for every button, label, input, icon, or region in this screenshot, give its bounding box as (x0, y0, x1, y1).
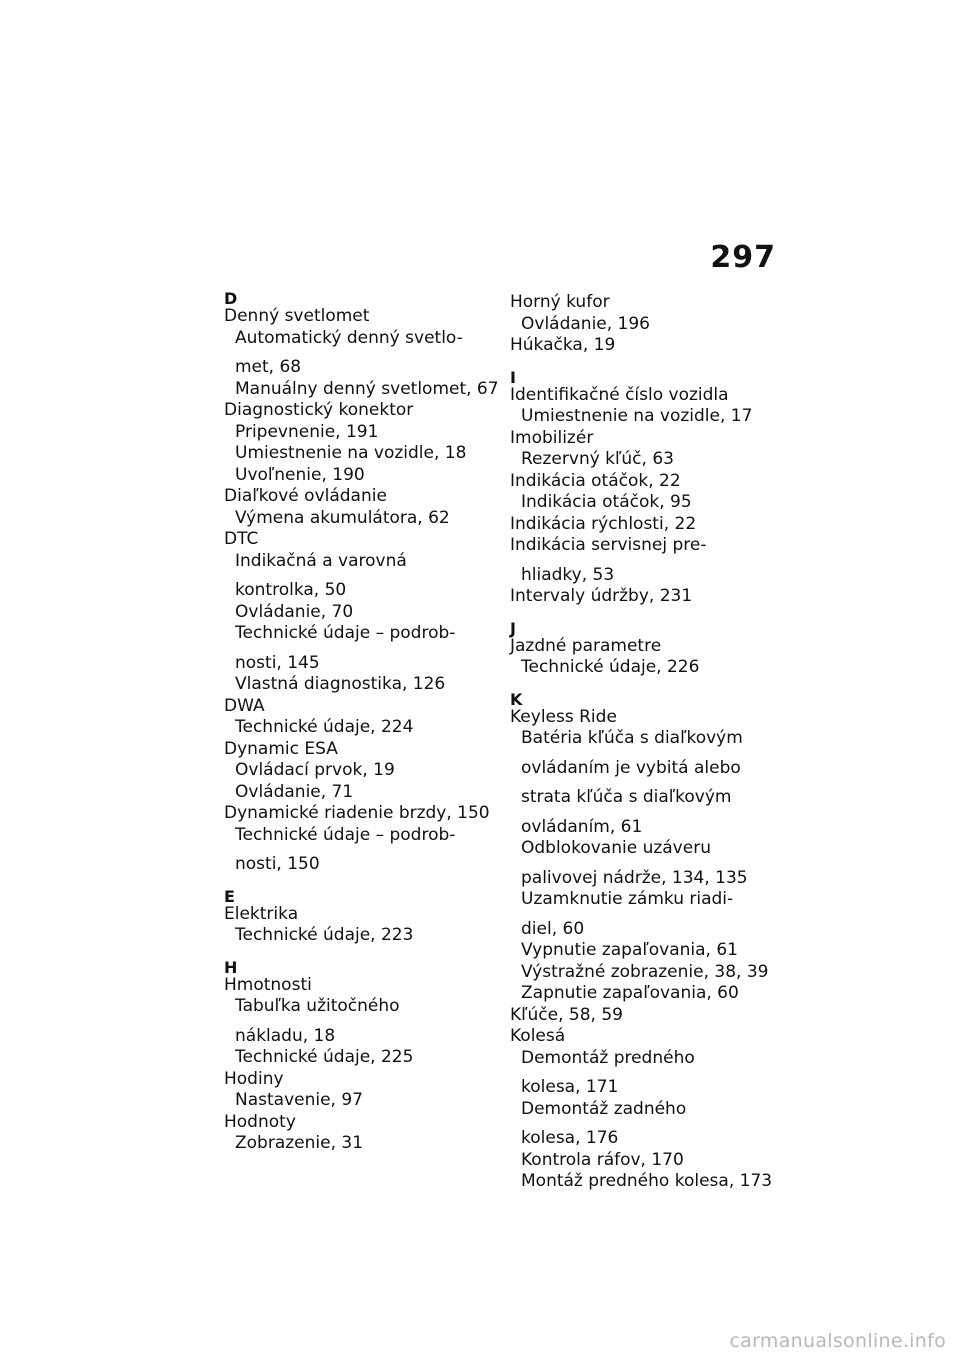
index-subentry: Uzamknutie zámku riadi- (521, 889, 734, 909)
index-entry: Denný svetlomet (224, 306, 370, 326)
index-section (510, 689, 795, 1193)
index-subentry: Vypnutie zapaľovania, 61 (521, 940, 738, 960)
watermark: carmanualsonline.info (729, 1330, 946, 1352)
index-subentry-continuation: met, 68 (235, 357, 302, 377)
index-entry: Hmotnosti (224, 974, 312, 995)
index-subentry: Nastavenie, 97 (235, 1090, 363, 1110)
index-section (510, 367, 795, 608)
index-entry: Imobilizér (510, 427, 594, 448)
index-subentry: Technické údaje, 224 (235, 717, 414, 737)
index-entry: Húkačka, 19 (510, 335, 616, 355)
section-letter: E (224, 886, 235, 906)
index-entry: Diaľkové ovládanie (224, 486, 387, 506)
index-entry: Identifikačné číslo vozidla (510, 384, 729, 405)
index-section (510, 292, 795, 357)
index-subentry: Technické údaje, 226 (521, 657, 700, 677)
index-subentry: Montáž predného kolesa, 173 (521, 1171, 773, 1191)
index-subentry-continuation: ovládaním, 61 (521, 816, 643, 837)
index-subentry: Technické údaje – podrob- (235, 623, 456, 643)
index-subentry-continuation: ovládaním je vybitá alebo (521, 757, 741, 778)
index-subentry: Ovládanie, 70 (235, 601, 354, 622)
index-subentry: Umiestnenie na vozidle, 18 (235, 443, 467, 463)
index-subentry: Demontáž zadného (521, 1098, 687, 1119)
index-entry: DWA (224, 695, 265, 716)
index-subentry-continuation: nosti, 145 (235, 652, 320, 673)
section-letter: I (510, 367, 516, 387)
index-entry: Hodiny (224, 1068, 284, 1089)
index-subentry-continuation: nákladu, 18 (235, 1025, 336, 1046)
index-entry: DTC (224, 529, 259, 549)
index-entry: Keyless Ride (510, 706, 617, 727)
index-subentry: Rezervný kľúč, 63 (521, 449, 674, 469)
index-subentry: Batéria kľúča s diaľkovým (521, 728, 743, 748)
section-letter: H (224, 957, 238, 977)
index-entry: Jazdné parametre (510, 635, 662, 656)
index-subentry-continuation: hliadky, 53 (521, 564, 615, 585)
index-entry: Hodnoty (224, 1111, 296, 1132)
index-subentry: Technické údaje, 225 (235, 1047, 414, 1067)
index-subentry-continuation: kontrolka, 50 (235, 580, 347, 600)
index-subentry: Ovládanie, 71 (235, 781, 354, 802)
index-subentry: Uvoľnenie, 190 (235, 464, 365, 485)
index-subentry: Zobrazenie, 31 (235, 1133, 364, 1153)
page-number: 297 (710, 240, 776, 275)
index-subentry: Automatický denný svetlo- (235, 327, 463, 348)
index-subentry: Technické údaje, 223 (235, 925, 414, 945)
index-subentry: Indikácia otáčok, 95 (521, 492, 692, 512)
index-subentry: Kontrola ráfov, 170 (521, 1149, 684, 1170)
index-subentry: Výstražné zobrazenie, 38, 39 (521, 961, 769, 982)
index-subentry: Manuálny denný svetlomet, 67 (235, 378, 499, 399)
index-subentry: Tabuľka užitočného (235, 996, 400, 1016)
index-subentry: Demontáž predného (521, 1047, 695, 1068)
index-subentry: Umiestnenie na vozidle, 17 (521, 406, 753, 426)
index-subentry-continuation: palivovej nádrže, 134, 135 (521, 867, 748, 888)
section-letter: D (224, 289, 238, 308)
index-section (224, 957, 509, 1155)
index-subentry: Ovládací prvok, 19 (235, 760, 395, 780)
index-entry: Elektrika (224, 903, 299, 924)
index-entry: Kľúče, 58, 59 (510, 1004, 623, 1025)
index-subentry: Odblokovanie uzáveru (521, 838, 711, 858)
index-subentry-continuation: diel, 60 (521, 918, 585, 939)
index-column-right (510, 292, 795, 1207)
index-entry: Indikácia otáčok, 22 (510, 470, 681, 491)
index-subentry: Vlastná diagnostika, 126 (235, 674, 446, 694)
index-subentry-continuation: kolesa, 171 (521, 1077, 619, 1097)
index-entry: Indikácia servisnej pre- (510, 535, 707, 555)
section-letter: J (510, 618, 516, 638)
index-subentry: Zapnutie zapaľovania, 60 (521, 983, 739, 1003)
index-entry: Indikácia rýchlosti, 22 (510, 513, 697, 534)
index-subentry-continuation: strata kľúča s diaľkovým (521, 787, 732, 807)
index-subentry-continuation: kolesa, 176 (521, 1128, 619, 1148)
index-subentry: Indikačná a varovná (235, 550, 407, 571)
index-subentry-continuation: nosti, 150 (235, 854, 320, 874)
index-entry: Diagnostický konektor (224, 400, 414, 420)
index-entry: Horný kufor (510, 292, 610, 312)
index-subentry: Technické údaje – podrob- (235, 824, 456, 845)
index-subentry: Pripevnenie, 191 (235, 421, 379, 442)
index-section (224, 289, 509, 876)
index-entry: Dynamic ESA (224, 738, 338, 759)
index-entry: Dynamické riadenie brzdy, 150 (224, 803, 490, 823)
index-subentry: Výmena akumulátora, 62 (235, 507, 450, 528)
section-letter: K (510, 689, 523, 709)
index-section (224, 886, 509, 947)
index-column-left (224, 289, 509, 1169)
index-section (510, 618, 795, 679)
index-subentry: Ovládanie, 196 (521, 313, 651, 334)
index-entry: Kolesá (510, 1026, 566, 1046)
index-entry: Intervaly údržby, 231 (510, 586, 693, 606)
